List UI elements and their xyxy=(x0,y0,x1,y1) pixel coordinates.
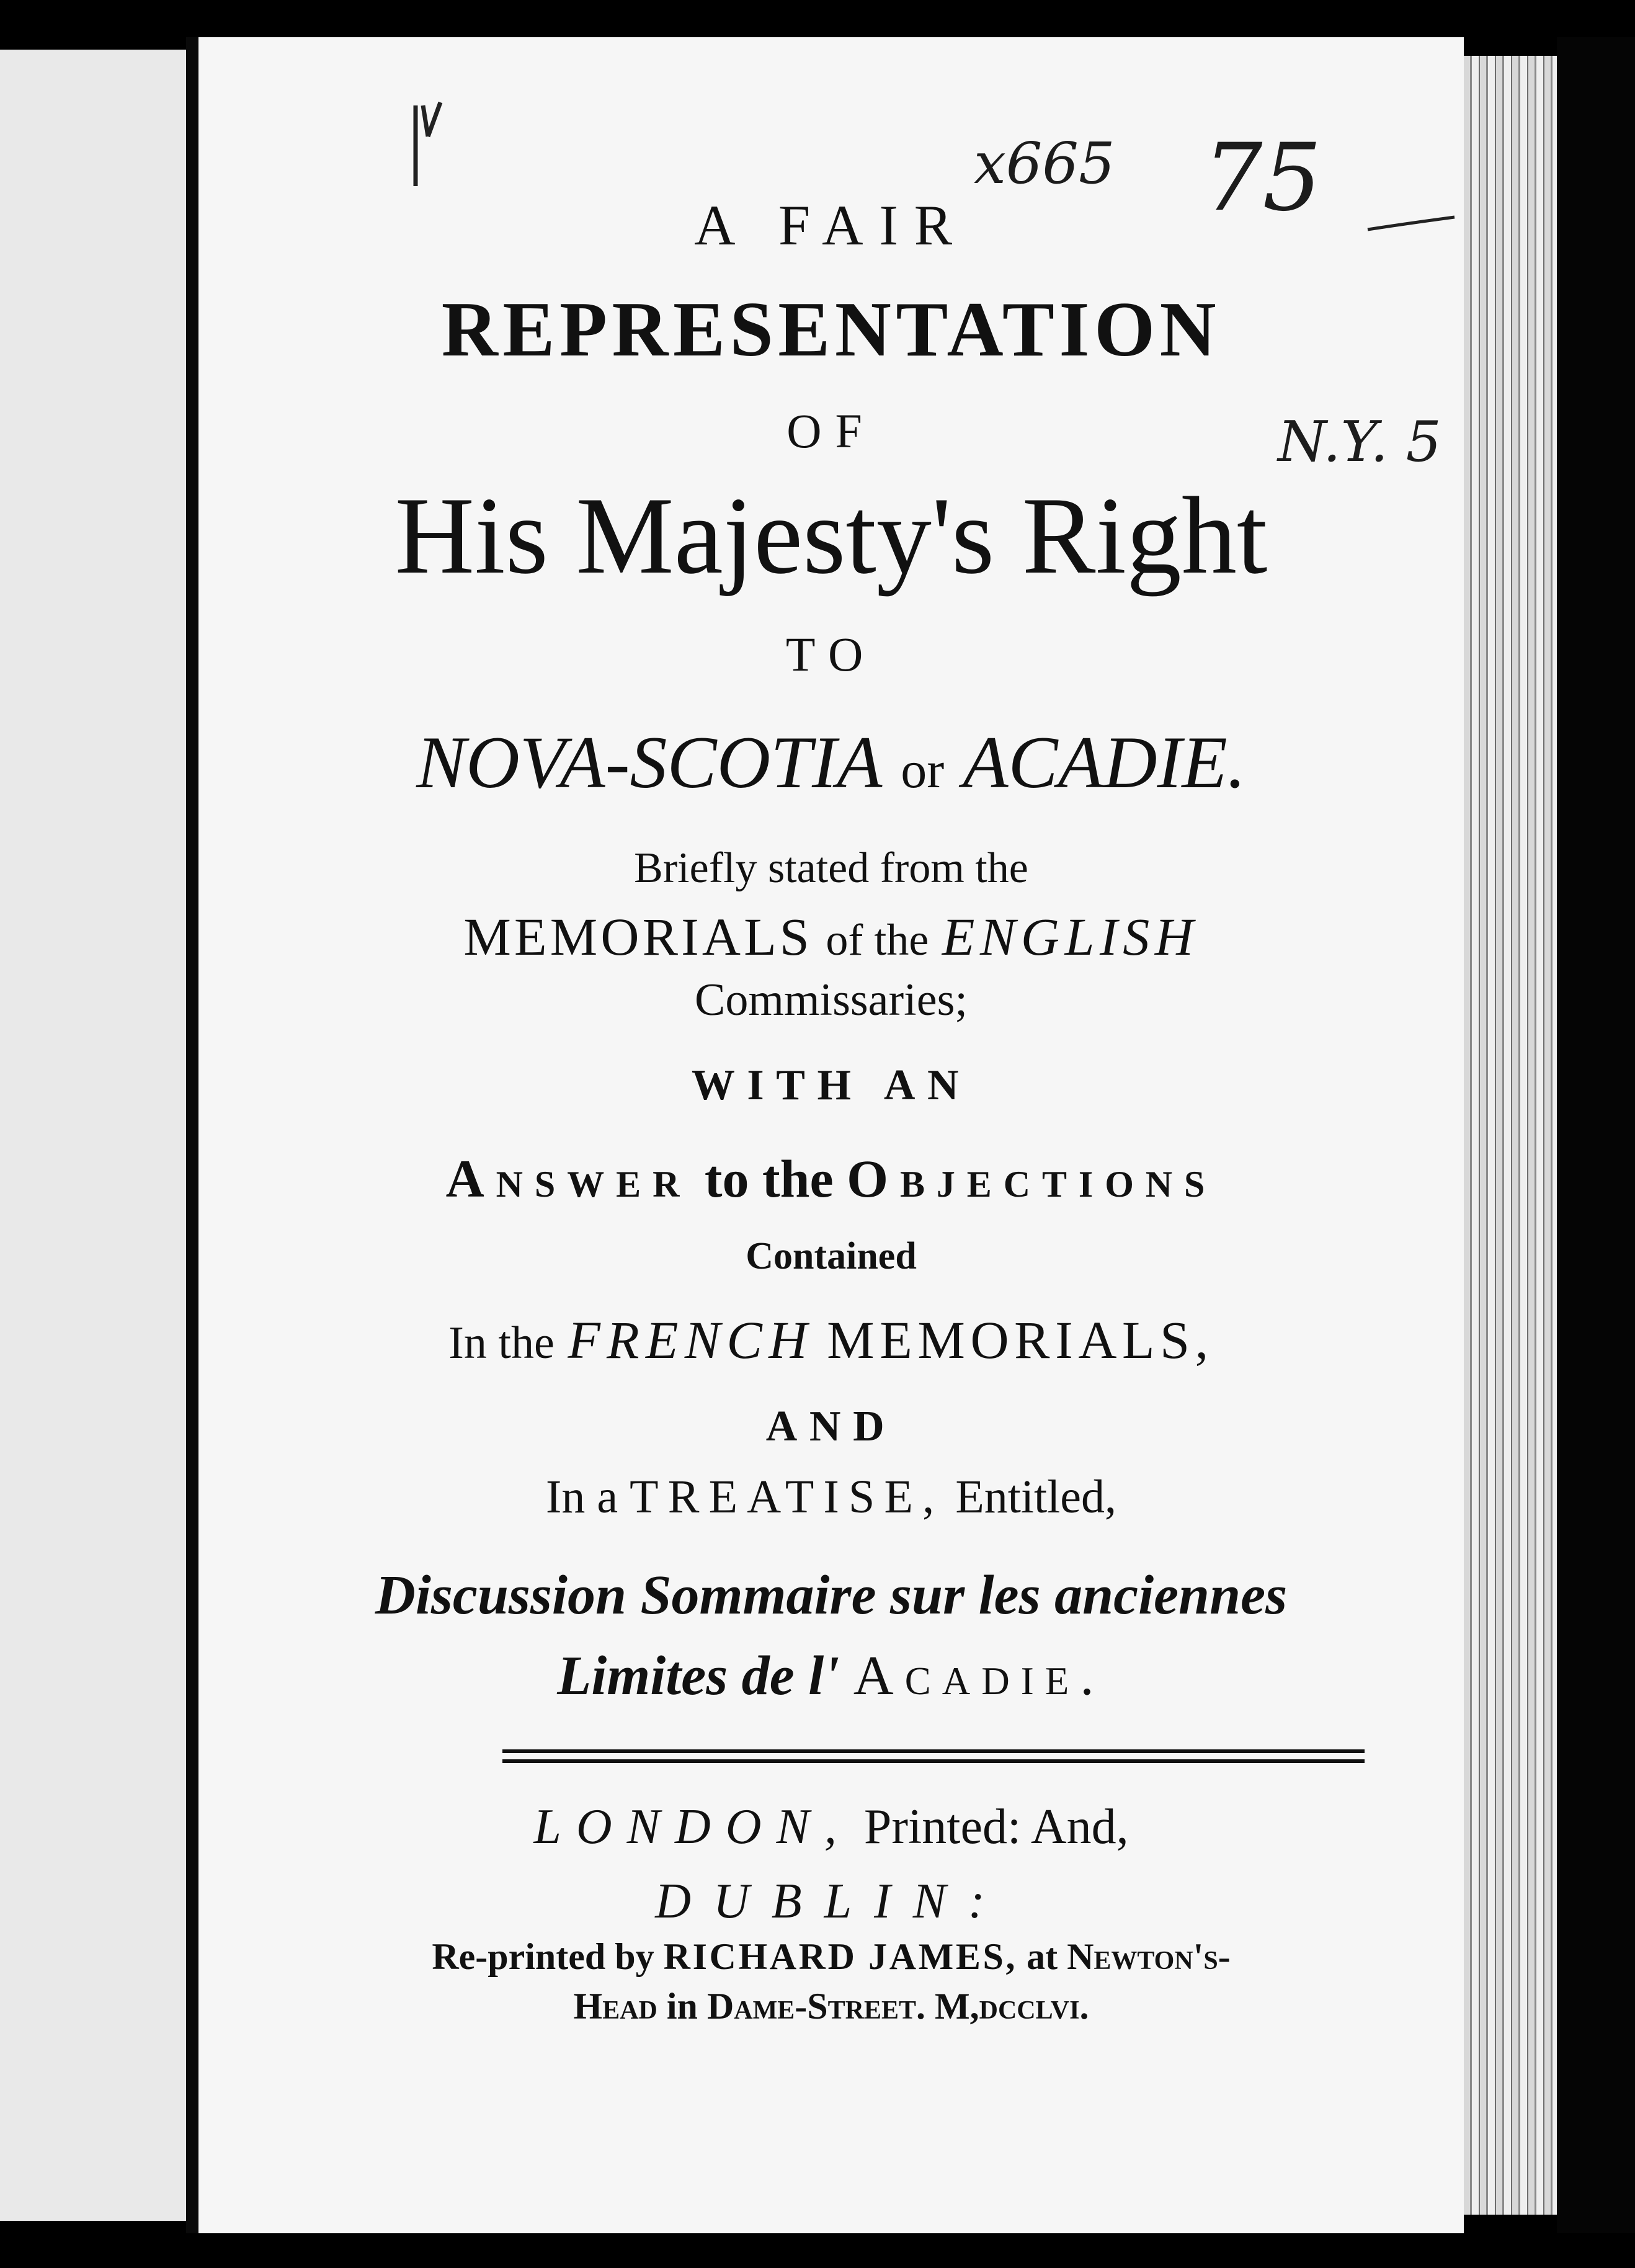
title-line-treatise xyxy=(198,1470,1464,1524)
to-the-text: to the xyxy=(704,1149,834,1208)
imprint-line-dublin: DUBLIN: xyxy=(655,1874,1007,1929)
french-text: FRENCH xyxy=(568,1310,814,1370)
title-line-majesty-right: His Majesty's Right xyxy=(394,474,1268,597)
title-line-representation: REPRESENTATION xyxy=(441,287,1221,373)
memorials-2-text: MEMORIALS, xyxy=(827,1310,1214,1370)
or-text: or xyxy=(901,741,945,799)
date-text: M,dcclvi. xyxy=(935,1986,1089,2027)
london-text: LONDON, xyxy=(533,1800,852,1854)
title-line-answer xyxy=(198,1148,1464,1210)
at-text: at xyxy=(1027,1936,1058,1977)
english-text: ENGLISH xyxy=(942,907,1199,967)
dame-street-text: Dame-Street. xyxy=(706,1986,925,2027)
richard-james-text: RICHARD JAMES, xyxy=(663,1936,1018,1977)
newtons-text: Newton's- xyxy=(1067,1936,1231,1977)
title-line-contained: Contained xyxy=(746,1235,917,1277)
head-text: Head xyxy=(573,1986,657,2027)
title-line-with-an: WITH AN xyxy=(691,1061,971,1109)
in-text: in xyxy=(666,1986,698,2027)
title-line-briefly: Briefly stated from the xyxy=(634,844,1028,892)
answer-text: Answer xyxy=(445,1149,692,1208)
in-a-text: In a xyxy=(546,1471,618,1523)
book-gutter xyxy=(186,37,198,2233)
treatise-text: TREATISE, xyxy=(630,1471,944,1523)
handwritten-number: 75 xyxy=(1203,124,1322,232)
in-the-text: In the xyxy=(448,1318,555,1368)
page-edges xyxy=(1464,56,1557,2215)
entitled-text: Entitled, xyxy=(955,1471,1116,1523)
title-page xyxy=(198,37,1464,2233)
title-line-commissaries: Commissaries; xyxy=(695,975,968,1025)
imprint-line-dame-street xyxy=(198,1985,1464,2028)
handwritten-shelfmark: x665 xyxy=(974,130,1115,197)
handwritten-stroke-icon xyxy=(409,99,447,192)
limites-text: Limites de l' xyxy=(557,1645,840,1707)
acadie-text: ACADIE. xyxy=(963,721,1246,803)
reprinted-by-text: Re-printed by xyxy=(432,1936,654,1977)
title-line-french-memorials xyxy=(198,1309,1464,1371)
of-the-text: of the xyxy=(826,915,929,965)
title-line-a-fair: A FAIR xyxy=(694,194,968,257)
acadie-2-text: Acadie. xyxy=(853,1645,1105,1707)
memorials-text: MEMORIALS xyxy=(463,907,813,967)
title-line-discussion: Discussion Sommaire sur les anciennes xyxy=(375,1565,1288,1626)
printed-text: Printed: And, xyxy=(863,1800,1129,1854)
title-line-to: TO xyxy=(785,627,877,681)
title-line-and: AND xyxy=(765,1403,897,1450)
title-line-limites xyxy=(198,1644,1464,1708)
title-line-memorials xyxy=(198,906,1464,968)
title-line-of: OF xyxy=(786,404,876,458)
book-edge-shadow xyxy=(1557,37,1635,2233)
objections-text: Objections xyxy=(847,1149,1217,1208)
title-line-nova-scotia xyxy=(198,720,1464,805)
double-rule-top xyxy=(502,1749,1365,1753)
double-rule-bottom xyxy=(502,1759,1365,1763)
nova-scotia-text: NOVA-SCOTIA xyxy=(416,721,883,803)
imprint-line-london xyxy=(198,1799,1464,1855)
handwritten-location: N.Y. 5 xyxy=(1278,409,1441,475)
facing-page xyxy=(0,50,186,2221)
imprint-line-reprinted xyxy=(198,1935,1464,1978)
